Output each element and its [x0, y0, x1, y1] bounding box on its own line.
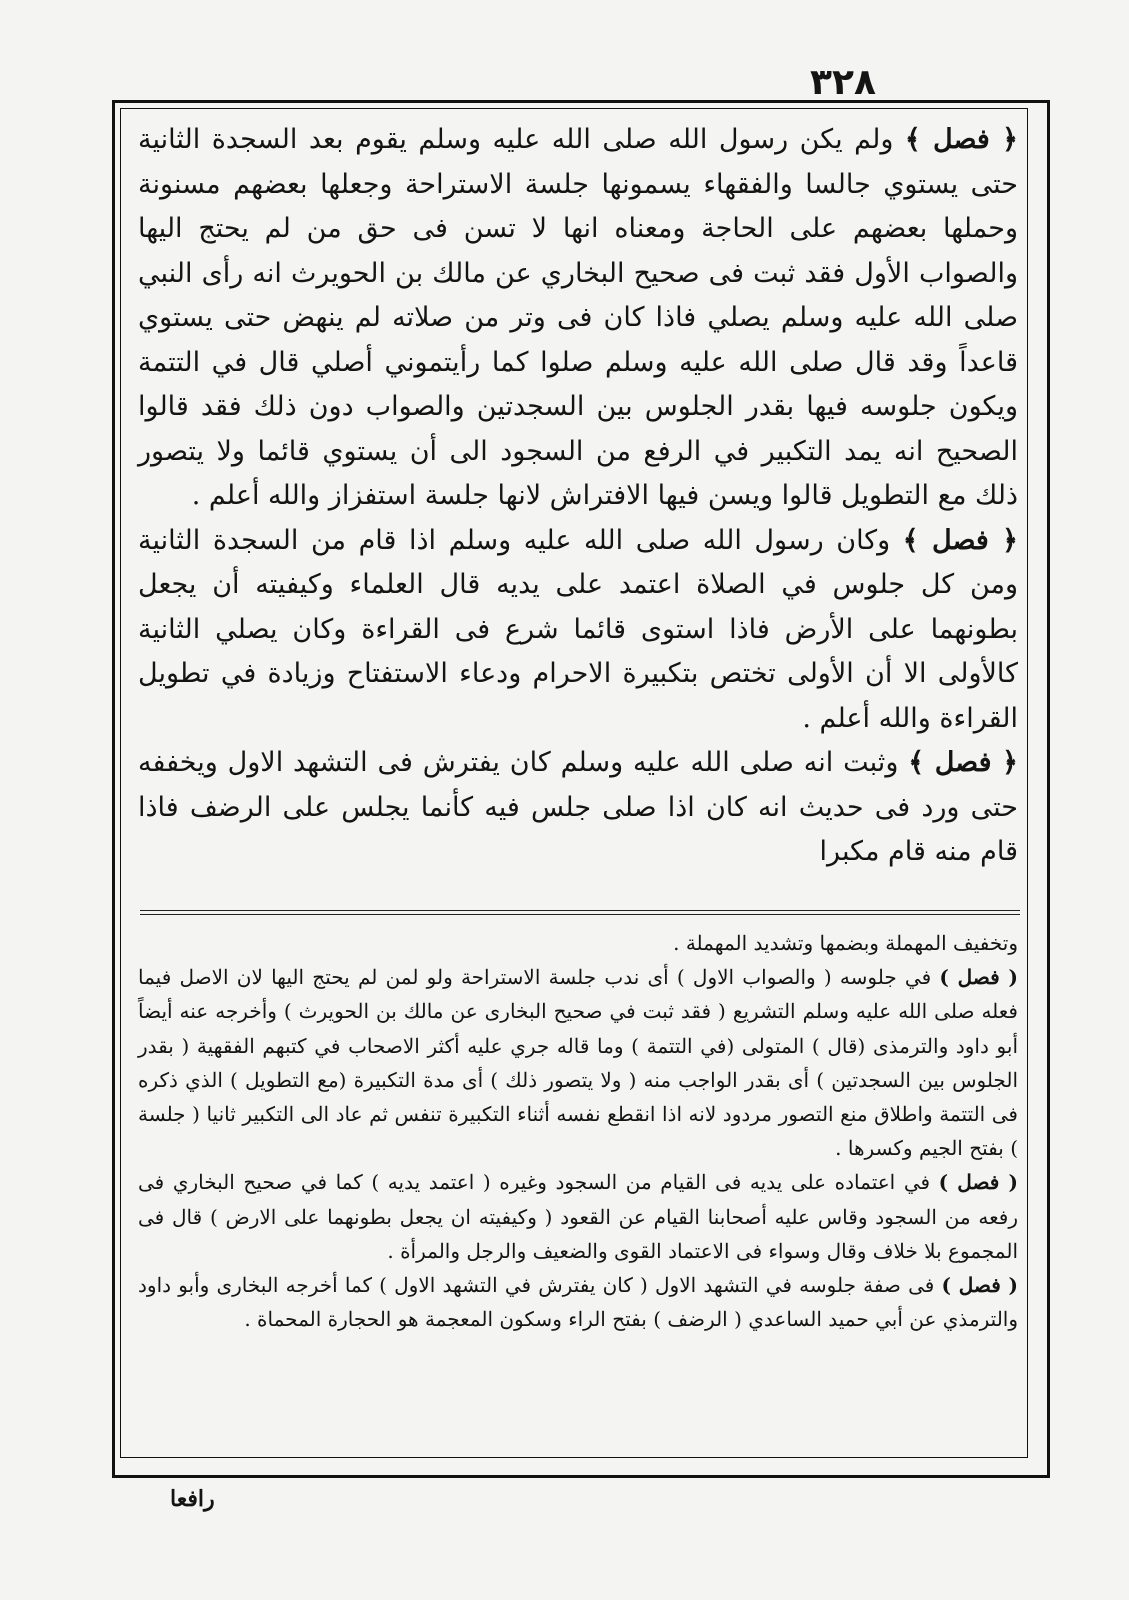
page-number: ٣٢٨: [810, 62, 876, 103]
footnote-paragraph: [138, 1268, 1018, 1336]
footnote-paragraph: [138, 1165, 1018, 1268]
main-paragraph: [138, 741, 1018, 875]
footnote-text: في اعتماده على يديه فى القيام من السجود وغيره ( اعتمد يديه ) كما في صحيح البخاري فى رفعه من السجود وقاس عليه أصحابنا القيام عن القعود ( وكيفيته ان يجعل بطونهما على الارض ) قال فى المجموع بلا خلاف وقال وسواء فى الاعتماد القوى والضعيف والرجل والمرأة .: [138, 1170, 1018, 1263]
paragraph-text: وثبت انه صلى الله عليه وسلم كان يفترش فى التشهد الاول ويخففه حتى ورد فى حديث انه كان اذا صلى جلس فيه كأنما يجلس على الرضف فاذا قام منه قام مكبرا: [138, 747, 1018, 867]
footnote-paragraph: [138, 926, 1018, 960]
main-paragraph: [138, 118, 1018, 519]
section-heading: ﴿ فصل ﴾: [902, 524, 1018, 556]
main-text: [138, 118, 1018, 875]
footnote-text: فى صفة جلوسه في التشهد الاول ( كان يفترش في التشهد الاول ) كما أخرجه البخارى وأبو داود والترمذي عن أبي حميد الساعدي ( الرضف ) بفتح الراء وسكون المعجمة هو الحجارة المحماة .: [138, 1273, 1018, 1332]
footnote-heading: ( فصل ): [939, 965, 1018, 990]
section-heading: ﴿ فصل ﴾: [904, 124, 1018, 155]
footnote-text: في جلوسه ( والصواب الاول ) أى ندب جلسة الاستراحة ولو لمن لم يحتج اليها لان الاصل فيما فعله صلى الله عليه وسلم التشريع ( فقد ثبت في صحيح البخارى عن مالك بن الحويرث ) وأخرجه عنه أيضاً أبو داود والترمذى (قال ) المتولى (في التتمة ) وما قاله جري عليه أكثر الاصحاب في كتبهم الفقهية ( بقدر الجلوس بين السجدتين ) أى بقدر الواجب منه ( ولا يتصور ذلك ) أى مدة التكبيرة (مع التطويل ) الذي ذكره فى التتمة واطلاق منع التصور مردود لانه اذا انقطع نفسه أثناء التكبيرة تنفس ثم عاد الى التكبير ثانيا ( جلسة ) بفتح الجيم وكسرها .: [138, 965, 1018, 1161]
catchword: رافعا: [170, 1486, 215, 1512]
main-paragraph: [138, 519, 1018, 742]
footnotes: [138, 926, 1018, 1336]
footnote-divider: [140, 910, 1020, 911]
paragraph-text: ولم يكن رسول الله صلى الله عليه وسلم يقوم بعد السجدة الثانية حتى يستوي جالسا والفقهاء يسمونها جلسة الاستراحة وجعلها بعضهم مسنونة وحملها بعضهم على الحاجة ومعناه انها لا تسن فى حق من لم يحتج اليها والصواب الأول فقد ثبت فى صحيح البخاري عن مالك بن الحويرث انه رأى النبي صلى الله عليه وسلم يصلي فاذا كان فى وتر من صلاته لم ينهض حتى يستوي قاعداً وقد قال صلى الله عليه وسلم صلوا كما رأيتموني أصلي قال في التتمة ويكون جلوسه فيها بقدر الجلوس بين السجدتين والصواب دون ذلك فقد قالوا الصحيح انه يمد التكبير في الرفع من السجود الى أن يستوي قائما ولا يتصور ذلك مع التطويل قالوا ويسن فيها الافتراش لانها جلسة استفزاز والله أعلم .: [138, 124, 1019, 511]
footnote-divider-secondary: [140, 914, 1020, 915]
footnote-heading: ( فصل ): [938, 1170, 1018, 1195]
paragraph-text: وكان رسول الله صلى الله عليه وسلم اذا قام من السجدة الثانية ومن كل جلوس في الصلاة اعتمد على يديه قال العلماء وكيفيته أن يجعل بطونهما على الأرض فاذا استوى قائما شرع فى القراءة وكان يصلي الثانية كالأولى الا أن الأولى تختص بتكبيرة الاحرام ودعاء الاستفتاح وزيادة في تطويل القراءة والله أعلم .: [138, 524, 1018, 734]
section-heading: ﴿ فصل ﴾: [908, 747, 1018, 778]
footnote-heading: ( فصل ): [941, 1273, 1018, 1298]
footnote-text: وتخفيف المهملة وبضمها وتشديد المهملة .: [673, 931, 1018, 955]
footnote-paragraph: [138, 960, 1018, 1165]
